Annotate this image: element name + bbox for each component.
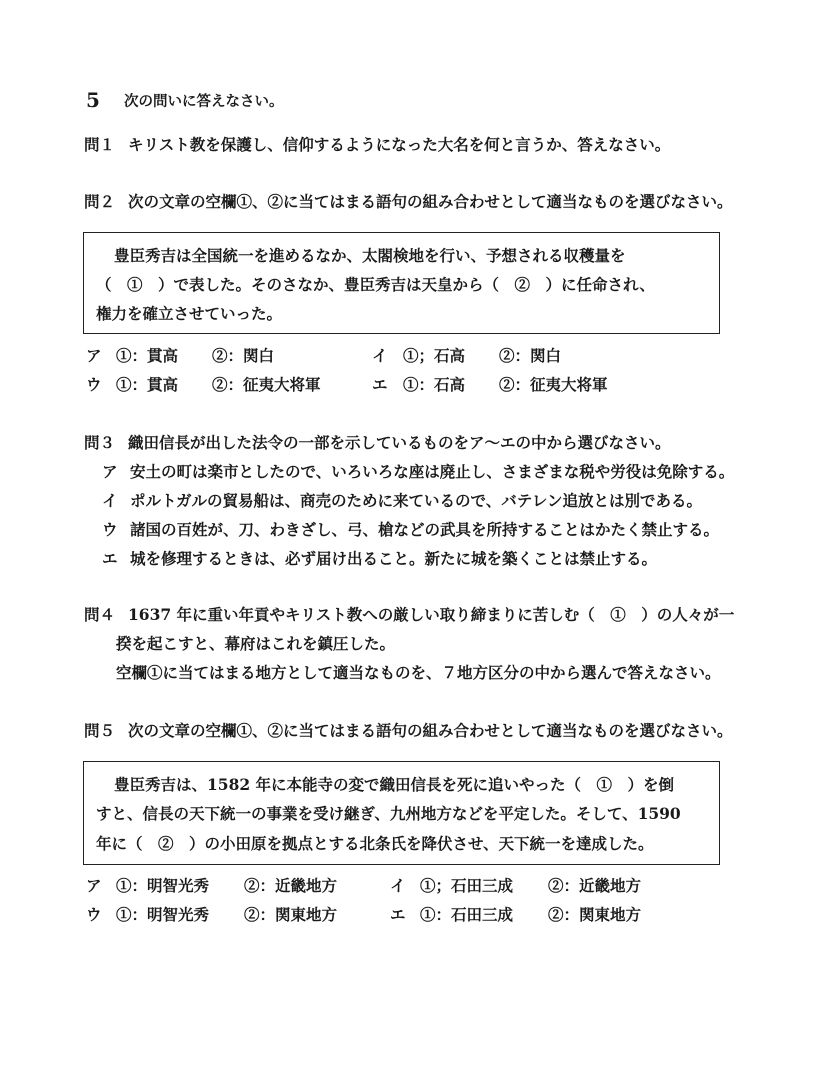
choice-a: ①；石田三成 bbox=[420, 876, 514, 895]
choice-mark: エ bbox=[372, 375, 388, 394]
q2-text: 次の文章の空欄①、②に当てはまる語句の組み合わせとして適当なものを選びなさい。 bbox=[128, 192, 733, 211]
choice-a: ①：貫高 bbox=[116, 375, 179, 394]
q4-text-line1: 1637 年に重い年貢やキリスト教への厳しい取り締まりに苦しむ（ ① ）の人々が一 bbox=[128, 605, 735, 624]
section-instruction: 次の問いに答えなさい。 bbox=[124, 93, 284, 110]
choice-b: ②：征夷大将軍 bbox=[212, 375, 321, 394]
q3-label: 問３ bbox=[84, 433, 116, 452]
q5-text: 次の文章の空欄①、②に当てはまる語句の組み合わせとして適当なものを選びなさい。 bbox=[128, 721, 733, 740]
q3-option-mark: イ bbox=[102, 491, 118, 510]
q3-option-text: ポルトガルの貿易船は、商売のために来ているので、バテレン追放とは別である。 bbox=[130, 491, 703, 510]
q1-label: 問１ bbox=[84, 135, 116, 154]
q5-passage-line: 年に（ ② ）の小田原を拠点とする北条氏を降伏させ、天下統一を達成した。 bbox=[96, 834, 654, 853]
q2-passage-box bbox=[83, 232, 720, 334]
q2-label: 問２ bbox=[84, 192, 116, 211]
q2-passage-line: （ ① ）で表した。そのさなか、豊臣秀吉は天皇から（ ② ）に任命され、 bbox=[96, 275, 655, 294]
choice-a: ①；石高 bbox=[403, 346, 466, 365]
choice-mark: ウ bbox=[86, 905, 102, 924]
q5-passage-line: 豊臣秀吉は、1582 年に本能寺の変で織田信長を死に追いやった（ ① ）を倒 bbox=[114, 775, 675, 794]
q3-option-mark: エ bbox=[102, 549, 118, 568]
q3-option-text: 諸国の百姓が、刀、わきざし、弓、槍などの武具を所持することはかたく禁止する。 bbox=[130, 520, 720, 539]
choice-mark: ア bbox=[86, 346, 102, 365]
choice-b: ②：征夷大将軍 bbox=[499, 375, 608, 394]
choice-a: ①：貫高 bbox=[116, 346, 179, 365]
choice-b: ②：関東地方 bbox=[548, 905, 642, 924]
q4-text-line3: 空欄①に当てはまる地方として適当なものを、７地方区分の中から選んで答えなさい。 bbox=[116, 663, 721, 682]
q5-passage-line: すと、信長の天下統一の事業を受け継ぎ、九州地方などを平定した。そして、1590 bbox=[96, 804, 681, 823]
q2-passage-line: 権力を確立させていった。 bbox=[96, 304, 283, 323]
choice-a: ①：明智光秀 bbox=[116, 876, 210, 895]
q3-option-mark: ア bbox=[102, 462, 118, 481]
choice-b: ②：関白 bbox=[499, 346, 562, 365]
choice-mark: イ bbox=[372, 346, 388, 365]
q4-label: 問４ bbox=[84, 605, 116, 624]
q5-label: 問５ bbox=[84, 721, 116, 740]
q3-option-text: 安土の町は楽市としたので、いろいろな座は廃止し、さまざまな税や労役は免除する。 bbox=[130, 462, 735, 481]
choice-b: ②：関東地方 bbox=[244, 905, 338, 924]
choice-b: ②：近畿地方 bbox=[244, 876, 338, 895]
section-number: 5 bbox=[86, 88, 100, 112]
q3-option-mark: ウ bbox=[102, 520, 118, 539]
choice-mark: イ bbox=[390, 876, 406, 895]
choice-mark: ア bbox=[86, 876, 102, 895]
q4-text-line2: 揆を起こすと、幕府はこれを鎮圧した。 bbox=[116, 634, 396, 653]
choice-b: ②：近畿地方 bbox=[548, 876, 642, 895]
q1-text: キリスト教を保護し、信仰するようになった大名を何と言うか、答えなさい。 bbox=[128, 135, 671, 154]
choice-mark: エ bbox=[390, 905, 406, 924]
choice-a: ①：石高 bbox=[403, 375, 466, 394]
choice-a: ①：明智光秀 bbox=[116, 905, 210, 924]
choice-a: ①：石田三成 bbox=[420, 905, 514, 924]
q3-text: 織田信長が出した法令の一部を示しているものをア～エの中から選びなさい。 bbox=[128, 433, 671, 452]
choice-mark: ウ bbox=[86, 375, 102, 394]
q5-passage-box bbox=[83, 761, 720, 865]
q2-passage-line: 豊臣秀吉は全国統一を進めるなか、太閤検地を行い、予想される収穫量を bbox=[114, 246, 626, 265]
choice-b: ②：関白 bbox=[212, 346, 275, 365]
q3-option-text: 城を修理するときは、必ず届け出ること。新たに城を築くことは禁止する。 bbox=[130, 549, 658, 568]
